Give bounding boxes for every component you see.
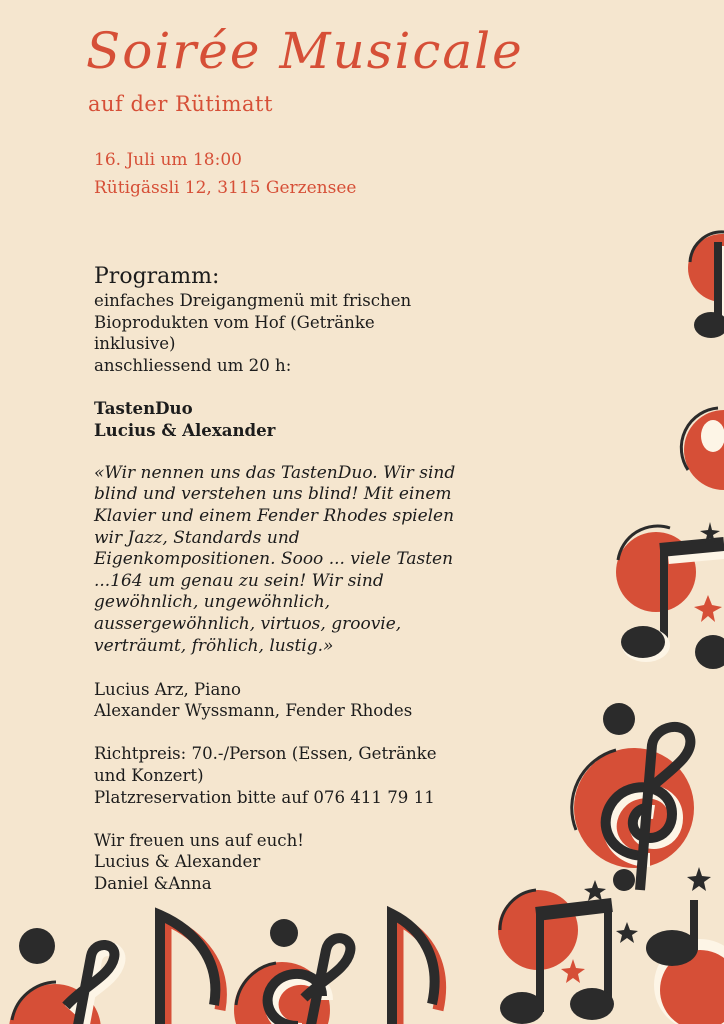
treble-clef-icon [234, 919, 350, 1024]
reservation-line: Platzreservation bitte auf 076 411 79 11 [94, 787, 435, 807]
quote-line: gewöhnlich, ungewöhnlich, [94, 592, 331, 613]
quote-line: Klavier und einem Fender Rhodes spielen [94, 505, 455, 526]
closing-line: Lucius & Alexander [94, 852, 261, 872]
event-subtitle: auf der Rütimatt [88, 92, 273, 116]
music-note-icon [646, 900, 724, 1024]
menu-line: anschliessend um 20 h: [94, 355, 292, 375]
price-line: und Konzert) [94, 766, 204, 786]
quote-line: Eigenkompositionen. Sooo ... viele Tasten [94, 549, 454, 570]
musician-line: Alexander Wyssmann, Fender Rhodes [94, 701, 413, 721]
quote-line: wir Jazz, Standards und [94, 527, 300, 548]
menu-line: einfaches Dreigangmenü mit frischen [94, 291, 412, 310]
quote-line: «Wir nennen uns das TastenDuo. Wir sind [94, 462, 456, 483]
music-note-icon [688, 232, 724, 338]
quote-line: aussergewöhnlich, virtuos, groovie, [94, 613, 402, 634]
band-name: TastenDuo [94, 397, 193, 418]
price-line: Richtpreis: 70.-/Person (Essen, Getränke [94, 744, 437, 764]
closing-line: Wir freuen uns auf euch! [94, 830, 304, 850]
band-members: Lucius & Alexander [94, 419, 276, 440]
event-address: Rütigässli 12, 3115 Gerzensee [94, 178, 357, 198]
quote-line: verträumt, fröhlich, lustig.» [94, 635, 334, 656]
closing-line: Daniel &Anna [94, 874, 212, 894]
music-note-icon [392, 914, 441, 1024]
eighth-notes-icon [498, 890, 638, 1024]
treble-clef-icon [572, 703, 711, 901]
menu-line: inklusive) [94, 334, 176, 354]
treble-clef-icon [9, 928, 118, 1024]
event-date: 16. Juli um 18:00 [94, 150, 242, 170]
menu-line: Bioprodukten vom Hof (Getränke [94, 312, 375, 332]
event-title: Soirée Musicale [86, 22, 524, 80]
program-heading: Programm: [94, 264, 220, 289]
quote-line: ...164 um genau zu sein! Wir sind [94, 570, 384, 591]
music-note-icon [160, 915, 221, 1024]
music-note-icon [681, 408, 724, 490]
quote-line: blind und verstehen uns blind! Mit einem [94, 484, 452, 505]
star-icon [694, 522, 722, 622]
musician-line: Lucius Arz, Piano [94, 679, 242, 699]
